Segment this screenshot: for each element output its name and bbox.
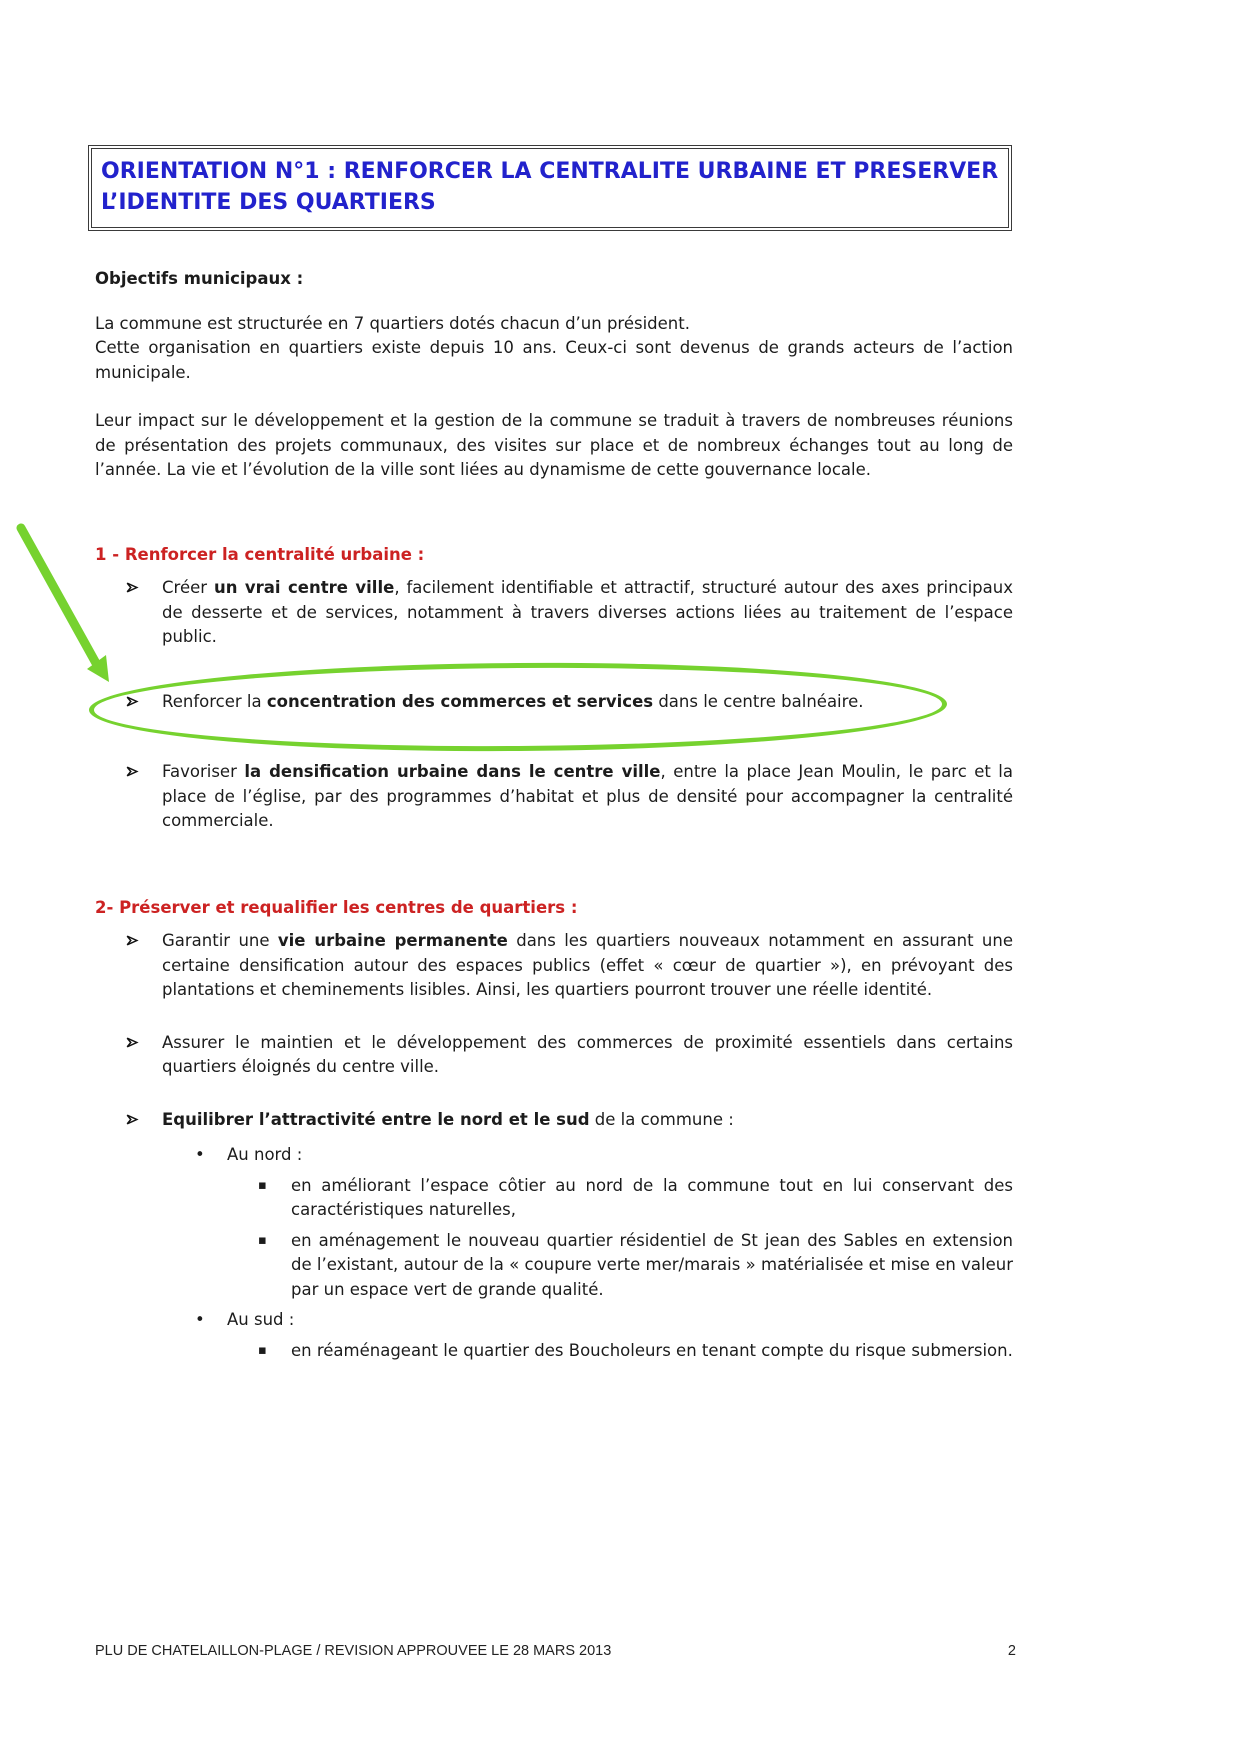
arrow-bullet-icon xyxy=(125,576,162,603)
objectives-heading: Objectifs municipaux : xyxy=(95,269,304,288)
dot-bullet-icon: • xyxy=(195,1310,205,1329)
page-title-line-2: L’IDENTITE DES QUARTIERS xyxy=(101,190,436,215)
page-title-line-1: ORIENTATION N°1 : RENFORCER LA CENTRALITE URBAINE ET PRESERVER xyxy=(101,159,999,184)
bullet-text: Garantir une vie urbaine permanente dans les quartiers nouveaux notamment en assurant une certaine densification autour des espaces publics (effet « cœur de quartier »), en prévoyant des plantations et cheminements lisibles. Ainsi, les quartiers pourront trouver une réelle identité. xyxy=(162,931,1013,999)
section-1-heading: 1 - Renforcer la centralité urbaine : xyxy=(95,544,425,564)
section-2-heading: 2- Préserver et requalifier les centres de quartiers : xyxy=(95,897,578,917)
arrow-bullet-icon xyxy=(125,929,162,956)
sub-bullet-item xyxy=(195,1308,1013,1333)
sub-sub-bullet-text: en aménagement le nouveau quartier résidentiel de St jean des Sables en extension de l’existant, autour de la « coupure verte mer/marais » matérialisée et mise en valeur par un espace vert de grande qualité. xyxy=(291,1230,1013,1299)
bullet-item-highlighted xyxy=(125,690,1013,717)
bullet-text: Créer un vrai centre ville, facilement identifiable et attractif, structuré autour des axes principaux de desserte et de services, notamment à travers diverses actions liées au traitement de l’espace public. xyxy=(162,578,1013,646)
page-number: 2 xyxy=(1007,1643,1016,1659)
sub-bullet-label: Au nord : xyxy=(227,1145,303,1164)
bullet-item xyxy=(125,1108,1013,1135)
bullet-text-highlighted: Renforcer la concentration des commerces et services dans le centre balnéaire. xyxy=(162,691,864,711)
intro-paragraph-2: Cette organisation en quartiers existe depuis 10 ans. Ceux-ci sont devenus de grands acteurs de l’action municipale. xyxy=(95,338,1013,382)
sub-sub-bullet-text: en améliorant l’espace côtier au nord de la commune tout en lui conservant des caractéristiques naturelles, xyxy=(291,1175,1013,1219)
bullet-text: Favoriser la densification urbaine dans le centre ville, entre la place Jean Moulin, le parc et la place de l’église, par des programmes d’habitat et plus de densité pour accompagner la centralité commerciale. xyxy=(162,762,1014,830)
square-bullet-icon: ▪ xyxy=(258,1177,267,1193)
intro-paragraph-1: La commune est structurée en 7 quartiers dotés chacun d’un président. xyxy=(95,313,690,333)
dot-bullet-icon: • xyxy=(195,1145,205,1164)
sub-bullet-item xyxy=(195,1143,1013,1168)
bullet-item xyxy=(125,929,1013,1003)
footer-text: PLU DE CHATELAILLON-PLAGE / REVISION APPROUVEE LE 28 MARS 2013 xyxy=(95,1643,612,1659)
intro-paragraph-3: Leur impact sur le développement et la gestion de la commune se traduit à travers de nombreuses réunions de présentation des projets communaux, des visites sur place et de nombreux échanges tout au long de l’année. La vie et l’évolution de la ville sont liées au dynamisme de cette gouvernance locale. xyxy=(95,411,1013,479)
arrow-bullet-icon xyxy=(125,690,162,717)
bullet-item xyxy=(125,576,1013,650)
page-footer xyxy=(95,1639,1016,1664)
sub-sub-bullet-text: en réaménageant le quartier des Boucholeurs en tenant compte du risque submersion. xyxy=(291,1340,1013,1360)
arrow-bullet-icon xyxy=(125,1031,162,1058)
bullet-item xyxy=(125,760,1013,834)
sub-bullet-label: Au sud : xyxy=(227,1310,295,1329)
title-box-inner xyxy=(91,148,1009,228)
square-bullet-icon: ▪ xyxy=(258,1232,267,1248)
sub-sub-bullet-item xyxy=(258,1339,1013,1364)
bullet-text: Assurer le maintien et le développement des commerces de proximité essentiels dans certains quartiers éloignés du centre ville. xyxy=(162,1032,1013,1076)
arrow-bullet-icon xyxy=(125,1108,162,1135)
bullet-text: Equilibrer l’attractivité entre le nord et le sud de la commune : xyxy=(162,1109,734,1129)
highlight-arrow-icon xyxy=(13,522,143,712)
document-body xyxy=(95,267,1013,1363)
sub-sub-bullet-item xyxy=(258,1229,1013,1303)
sub-sub-bullet-item xyxy=(258,1174,1013,1223)
arrow-bullet-icon xyxy=(125,760,162,787)
title-box xyxy=(88,145,1012,231)
square-bullet-icon: ▪ xyxy=(258,1342,267,1358)
bullet-item xyxy=(125,1031,1013,1080)
